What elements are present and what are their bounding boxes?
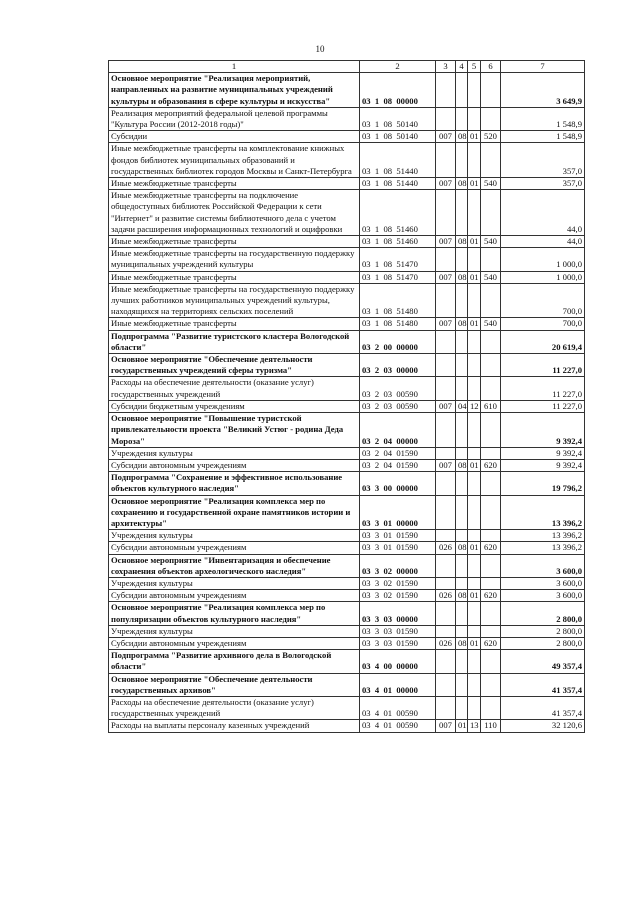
row-rz-cell	[456, 530, 468, 542]
row-code-cell: 03 1 08 51460	[360, 236, 436, 248]
row-pr-cell	[468, 472, 481, 495]
row-pr-cell	[468, 530, 481, 542]
row-name-cell: Учреждения культуры	[109, 447, 360, 459]
row-name-cell: Подпрограмма "Развитие архивного дела в Вологодской области"	[109, 650, 360, 673]
row-vr-cell	[481, 650, 501, 673]
row-pr-cell	[468, 577, 481, 589]
row-vr-cell: 110	[481, 720, 501, 732]
row-rz-cell: 01	[456, 720, 468, 732]
row-pr-cell	[468, 625, 481, 637]
row-pr-cell: 01	[468, 131, 481, 143]
row-code-cell: 03 4 01 00000	[360, 673, 436, 696]
row-code-cell: 03 1 08 51440	[360, 178, 436, 190]
row-vr-cell	[481, 330, 501, 353]
row-vr-cell: 540	[481, 271, 501, 283]
row-pr-cell: 01	[468, 318, 481, 330]
row-ved-cell: 007	[436, 318, 456, 330]
row-pr-cell	[468, 143, 481, 178]
row-name-cell: Основное мероприятие "Обеспечение деятельности государственных архивов"	[109, 673, 360, 696]
table-row	[109, 495, 585, 530]
row-ved-cell	[436, 447, 456, 459]
row-ved-cell: 007	[436, 271, 456, 283]
row-sum-cell: 2 800,0	[501, 637, 585, 649]
table-row	[109, 577, 585, 589]
row-rz-cell: 04	[456, 400, 468, 412]
row-vr-cell	[481, 107, 501, 130]
row-name-cell: Расходы на выплаты персоналу казенных учреждений	[109, 720, 360, 732]
row-pr-cell: 01	[468, 542, 481, 554]
row-sum-cell: 9 392,4	[501, 459, 585, 471]
row-pr-cell	[468, 554, 481, 577]
table-row	[109, 73, 585, 108]
row-ved-cell: 007	[436, 459, 456, 471]
row-sum-cell: 19 796,2	[501, 472, 585, 495]
row-rz-cell	[456, 554, 468, 577]
row-rz-cell	[456, 447, 468, 459]
row-vr-cell	[481, 190, 501, 236]
row-ved-cell	[436, 354, 456, 377]
row-vr-cell	[481, 577, 501, 589]
row-rz-cell	[456, 377, 468, 400]
row-sum-cell: 11 227,0	[501, 377, 585, 400]
row-ved-cell	[436, 73, 456, 108]
table-row	[109, 178, 585, 190]
row-sum-cell: 49 357,4	[501, 650, 585, 673]
row-ved-cell: 026	[436, 637, 456, 649]
row-vr-cell	[481, 673, 501, 696]
row-ved-cell: 007	[436, 236, 456, 248]
row-code-cell: 03 3 01 01590	[360, 542, 436, 554]
row-vr-cell	[481, 413, 501, 448]
row-vr-cell	[481, 447, 501, 459]
row-name-cell: Иные межбюджетные трансферты на комплектование книжных фондов библиотек муниципальных образований и государственных библиотек городов Москвы и Санкт-Петербурга	[109, 143, 360, 178]
row-code-cell: 03 2 03 00590	[360, 377, 436, 400]
row-name-cell: Субсидии автономным учреждениям	[109, 459, 360, 471]
row-sum-cell: 3 600,0	[501, 577, 585, 589]
table-row	[109, 190, 585, 236]
table-row	[109, 248, 585, 271]
row-sum-cell: 20 619,4	[501, 330, 585, 353]
row-ved-cell: 026	[436, 542, 456, 554]
row-rz-cell: 08	[456, 637, 468, 649]
row-rz-cell: 08	[456, 318, 468, 330]
row-name-cell: Подпрограмма "Сохранение и эффективное использование объектов культурного наследия"	[109, 472, 360, 495]
row-vr-cell	[481, 696, 501, 719]
row-code-cell: 03 3 03 01590	[360, 637, 436, 649]
row-vr-cell: 610	[481, 400, 501, 412]
row-ved-cell	[436, 650, 456, 673]
row-vr-cell: 620	[481, 590, 501, 602]
row-name-cell: Расходы на обеспечение деятельности (оказание услуг) государственных учреждений	[109, 377, 360, 400]
row-code-cell: 03 1 08 51470	[360, 271, 436, 283]
row-rz-cell	[456, 354, 468, 377]
row-rz-cell	[456, 602, 468, 625]
table-row	[109, 673, 585, 696]
row-code-cell: 03 1 08 51480	[360, 283, 436, 318]
row-ved-cell	[436, 696, 456, 719]
table-row	[109, 625, 585, 637]
row-sum-cell: 357,0	[501, 143, 585, 178]
row-sum-cell: 44,0	[501, 190, 585, 236]
row-vr-cell: 620	[481, 542, 501, 554]
row-code-cell: 03 2 00 00000	[360, 330, 436, 353]
row-vr-cell: 620	[481, 637, 501, 649]
row-sum-cell: 700,0	[501, 318, 585, 330]
row-sum-cell: 1 000,0	[501, 271, 585, 283]
row-code-cell: 03 1 08 51470	[360, 248, 436, 271]
row-pr-cell: 13	[468, 720, 481, 732]
row-vr-cell	[481, 283, 501, 318]
row-ved-cell: 007	[436, 400, 456, 412]
row-rz-cell	[456, 330, 468, 353]
row-vr-cell: 540	[481, 178, 501, 190]
row-sum-cell: 41 357,4	[501, 673, 585, 696]
row-sum-cell: 1 548,9	[501, 107, 585, 130]
row-sum-cell: 2 800,0	[501, 625, 585, 637]
column-header: 2	[360, 61, 436, 73]
table-row	[109, 354, 585, 377]
row-pr-cell: 01	[468, 459, 481, 471]
row-pr-cell: 01	[468, 637, 481, 649]
row-pr-cell	[468, 602, 481, 625]
row-rz-cell	[456, 673, 468, 696]
table-row	[109, 447, 585, 459]
row-vr-cell	[481, 554, 501, 577]
row-pr-cell	[468, 330, 481, 353]
row-vr-cell	[481, 495, 501, 530]
row-code-cell: 03 3 01 01590	[360, 530, 436, 542]
row-sum-cell: 11 227,0	[501, 354, 585, 377]
row-name-cell: Иные межбюджетные трансферты на подключение общедоступных библиотек Российской Федерации к сети "Интернет" и развитие системы библиотечного дела с учетом задачи расширения информационных технологий и оцифровки	[109, 190, 360, 236]
row-name-cell: Иные межбюджетные трансферты	[109, 271, 360, 283]
row-pr-cell	[468, 190, 481, 236]
row-code-cell: 03 4 01 00590	[360, 720, 436, 732]
row-sum-cell: 9 392,4	[501, 413, 585, 448]
row-rz-cell	[456, 283, 468, 318]
row-ved-cell	[436, 190, 456, 236]
row-code-cell: 03 3 02 01590	[360, 590, 436, 602]
row-pr-cell	[468, 696, 481, 719]
row-code-cell: 03 1 08 00000	[360, 73, 436, 108]
row-code-cell: 03 2 04 01590	[360, 447, 436, 459]
row-sum-cell: 13 396,2	[501, 530, 585, 542]
row-vr-cell	[481, 530, 501, 542]
row-ved-cell: 007	[436, 178, 456, 190]
row-ved-cell	[436, 673, 456, 696]
row-rz-cell: 08	[456, 590, 468, 602]
row-rz-cell: 08	[456, 542, 468, 554]
row-sum-cell: 32 120,6	[501, 720, 585, 732]
row-name-cell: Субсидии бюджетным учреждениям	[109, 400, 360, 412]
row-vr-cell	[481, 143, 501, 178]
row-rz-cell: 08	[456, 131, 468, 143]
row-sum-cell: 3 600,0	[501, 590, 585, 602]
row-pr-cell	[468, 354, 481, 377]
row-name-cell: Субсидии автономным учреждениям	[109, 637, 360, 649]
row-pr-cell: 12	[468, 400, 481, 412]
row-rz-cell	[456, 650, 468, 673]
row-code-cell: 03 2 04 00000	[360, 413, 436, 448]
row-name-cell: Основное мероприятие "Инвентаризация и обеспечение сохранения объектов археологического наследия"	[109, 554, 360, 577]
row-code-cell: 03 3 03 01590	[360, 625, 436, 637]
row-code-cell: 03 2 03 00000	[360, 354, 436, 377]
row-sum-cell: 13 396,2	[501, 542, 585, 554]
column-header: 4	[456, 61, 468, 73]
table-row	[109, 542, 585, 554]
table-row	[109, 107, 585, 130]
row-rz-cell	[456, 696, 468, 719]
row-sum-cell: 9 392,4	[501, 447, 585, 459]
row-vr-cell	[481, 625, 501, 637]
column-header: 5	[468, 61, 481, 73]
row-ved-cell: 007	[436, 131, 456, 143]
row-name-cell: Основное мероприятие "Реализация комплекса мер по сохранению и государственной охране памятников истории и архитектуры"	[109, 495, 360, 530]
row-code-cell: 03 3 03 00000	[360, 602, 436, 625]
row-code-cell: 03 2 04 01590	[360, 459, 436, 471]
table-row	[109, 530, 585, 542]
table-row	[109, 459, 585, 471]
row-ved-cell: 007	[436, 720, 456, 732]
page-number: 10	[315, 44, 325, 54]
row-code-cell: 03 3 02 01590	[360, 577, 436, 589]
row-sum-cell: 13 396,2	[501, 495, 585, 530]
row-sum-cell: 41 357,4	[501, 696, 585, 719]
table-row	[109, 400, 585, 412]
row-pr-cell: 01	[468, 178, 481, 190]
row-code-cell: 03 3 00 00000	[360, 472, 436, 495]
row-pr-cell	[468, 73, 481, 108]
column-header: 7	[501, 61, 585, 73]
row-ved-cell	[436, 377, 456, 400]
table-row	[109, 236, 585, 248]
row-code-cell: 03 1 08 50140	[360, 131, 436, 143]
row-ved-cell	[436, 143, 456, 178]
row-rz-cell: 08	[456, 271, 468, 283]
table-row	[109, 602, 585, 625]
row-pr-cell	[468, 377, 481, 400]
row-sum-cell: 44,0	[501, 236, 585, 248]
row-pr-cell	[468, 248, 481, 271]
row-name-cell: Иные межбюджетные трансферты на государственную поддержку муниципальных учреждений культуры	[109, 248, 360, 271]
row-sum-cell: 11 227,0	[501, 400, 585, 412]
table-header-row	[109, 61, 585, 73]
row-vr-cell	[481, 73, 501, 108]
row-name-cell: Иные межбюджетные трансферты	[109, 178, 360, 190]
row-name-cell: Основное мероприятие "Реализация комплекса мер по популяризации объектов культурного наследия"	[109, 602, 360, 625]
row-rz-cell	[456, 143, 468, 178]
table-row	[109, 637, 585, 649]
table-row	[109, 143, 585, 178]
row-sum-cell: 2 800,0	[501, 602, 585, 625]
row-ved-cell	[436, 577, 456, 589]
row-pr-cell	[468, 650, 481, 673]
row-pr-cell	[468, 413, 481, 448]
row-rz-cell: 08	[456, 178, 468, 190]
table-row	[109, 472, 585, 495]
row-sum-cell: 700,0	[501, 283, 585, 318]
row-ved-cell: 026	[436, 590, 456, 602]
row-name-cell: Основное мероприятие "Обеспечение деятельности государственных учреждений сферы туризма"	[109, 354, 360, 377]
row-pr-cell: 01	[468, 590, 481, 602]
row-ved-cell	[436, 330, 456, 353]
row-sum-cell: 1 548,9	[501, 131, 585, 143]
row-name-cell: Реализация мероприятий федеральной целевой программы "Культура России (2012-2018 годы)"	[109, 107, 360, 130]
row-code-cell: 03 4 00 00000	[360, 650, 436, 673]
row-ved-cell	[436, 472, 456, 495]
row-name-cell: Основное мероприятие "Повышение туристской привлекательности проекта "Великий Устюг - родина Деда Мороза"	[109, 413, 360, 448]
row-name-cell: Иные межбюджетные трансферты на государственную поддержку лучших работников муниципальных учреждений культуры, находящихся на территориях сельских поселений	[109, 283, 360, 318]
row-name-cell: Субсидии автономным учреждениям	[109, 542, 360, 554]
row-name-cell: Субсидии	[109, 131, 360, 143]
row-vr-cell	[481, 248, 501, 271]
row-pr-cell	[468, 447, 481, 459]
row-vr-cell: 520	[481, 131, 501, 143]
table-row	[109, 330, 585, 353]
table-row	[109, 131, 585, 143]
row-code-cell: 03 4 01 00590	[360, 696, 436, 719]
row-rz-cell: 08	[456, 236, 468, 248]
table-body	[109, 73, 585, 732]
row-sum-cell: 3 600,0	[501, 554, 585, 577]
row-code-cell: 03 3 02 00000	[360, 554, 436, 577]
row-sum-cell: 1 000,0	[501, 248, 585, 271]
row-name-cell: Учреждения культуры	[109, 577, 360, 589]
row-vr-cell	[481, 377, 501, 400]
row-rz-cell	[456, 413, 468, 448]
row-name-cell: Учреждения культуры	[109, 625, 360, 637]
table-row	[109, 696, 585, 719]
budget-table	[108, 60, 585, 733]
row-code-cell: 03 1 08 51440	[360, 143, 436, 178]
row-ved-cell	[436, 495, 456, 530]
row-rz-cell	[456, 625, 468, 637]
row-code-cell: 03 1 08 51480	[360, 318, 436, 330]
row-name-cell: Учреждения культуры	[109, 530, 360, 542]
column-header: 3	[436, 61, 456, 73]
column-header: 6	[481, 61, 501, 73]
row-rz-cell	[456, 248, 468, 271]
row-code-cell: 03 2 03 00590	[360, 400, 436, 412]
table-row	[109, 554, 585, 577]
row-name-cell: Подпрограмма "Развитие туристского кластера Вологодской области"	[109, 330, 360, 353]
row-ved-cell	[436, 554, 456, 577]
row-rz-cell: 08	[456, 459, 468, 471]
table-row	[109, 413, 585, 448]
row-sum-cell: 3 649,9	[501, 73, 585, 108]
row-ved-cell	[436, 530, 456, 542]
row-name-cell: Субсидии автономным учреждениям	[109, 590, 360, 602]
row-pr-cell	[468, 107, 481, 130]
row-ved-cell	[436, 602, 456, 625]
row-name-cell: Расходы на обеспечение деятельности (оказание услуг) государственных учреждений	[109, 696, 360, 719]
row-code-cell: 03 3 01 00000	[360, 495, 436, 530]
table-row	[109, 590, 585, 602]
table-row	[109, 650, 585, 673]
row-sum-cell: 357,0	[501, 178, 585, 190]
row-ved-cell	[436, 413, 456, 448]
row-rz-cell	[456, 190, 468, 236]
row-vr-cell	[481, 602, 501, 625]
row-ved-cell	[436, 283, 456, 318]
table-row	[109, 283, 585, 318]
table-row	[109, 720, 585, 732]
row-name-cell: Иные межбюджетные трансферты	[109, 236, 360, 248]
row-vr-cell: 620	[481, 459, 501, 471]
row-vr-cell: 540	[481, 318, 501, 330]
row-rz-cell	[456, 73, 468, 108]
row-code-cell: 03 1 08 50140	[360, 107, 436, 130]
row-vr-cell	[481, 354, 501, 377]
row-pr-cell: 01	[468, 236, 481, 248]
row-ved-cell	[436, 248, 456, 271]
row-ved-cell	[436, 625, 456, 637]
table-row	[109, 271, 585, 283]
row-code-cell: 03 1 08 51460	[360, 190, 436, 236]
table-row	[109, 318, 585, 330]
row-ved-cell	[436, 107, 456, 130]
row-pr-cell	[468, 673, 481, 696]
row-rz-cell	[456, 107, 468, 130]
row-rz-cell	[456, 577, 468, 589]
row-pr-cell	[468, 495, 481, 530]
row-vr-cell: 540	[481, 236, 501, 248]
row-name-cell: Иные межбюджетные трансферты	[109, 318, 360, 330]
row-vr-cell	[481, 472, 501, 495]
column-header: 1	[109, 61, 360, 73]
row-pr-cell	[468, 283, 481, 318]
row-rz-cell	[456, 495, 468, 530]
table-row	[109, 377, 585, 400]
row-name-cell: Основное мероприятие "Реализация мероприятий, направленных на развитие муниципальных учреждений культуры и образования в сфере культуры и искусства"	[109, 73, 360, 108]
row-pr-cell: 01	[468, 271, 481, 283]
row-rz-cell	[456, 472, 468, 495]
